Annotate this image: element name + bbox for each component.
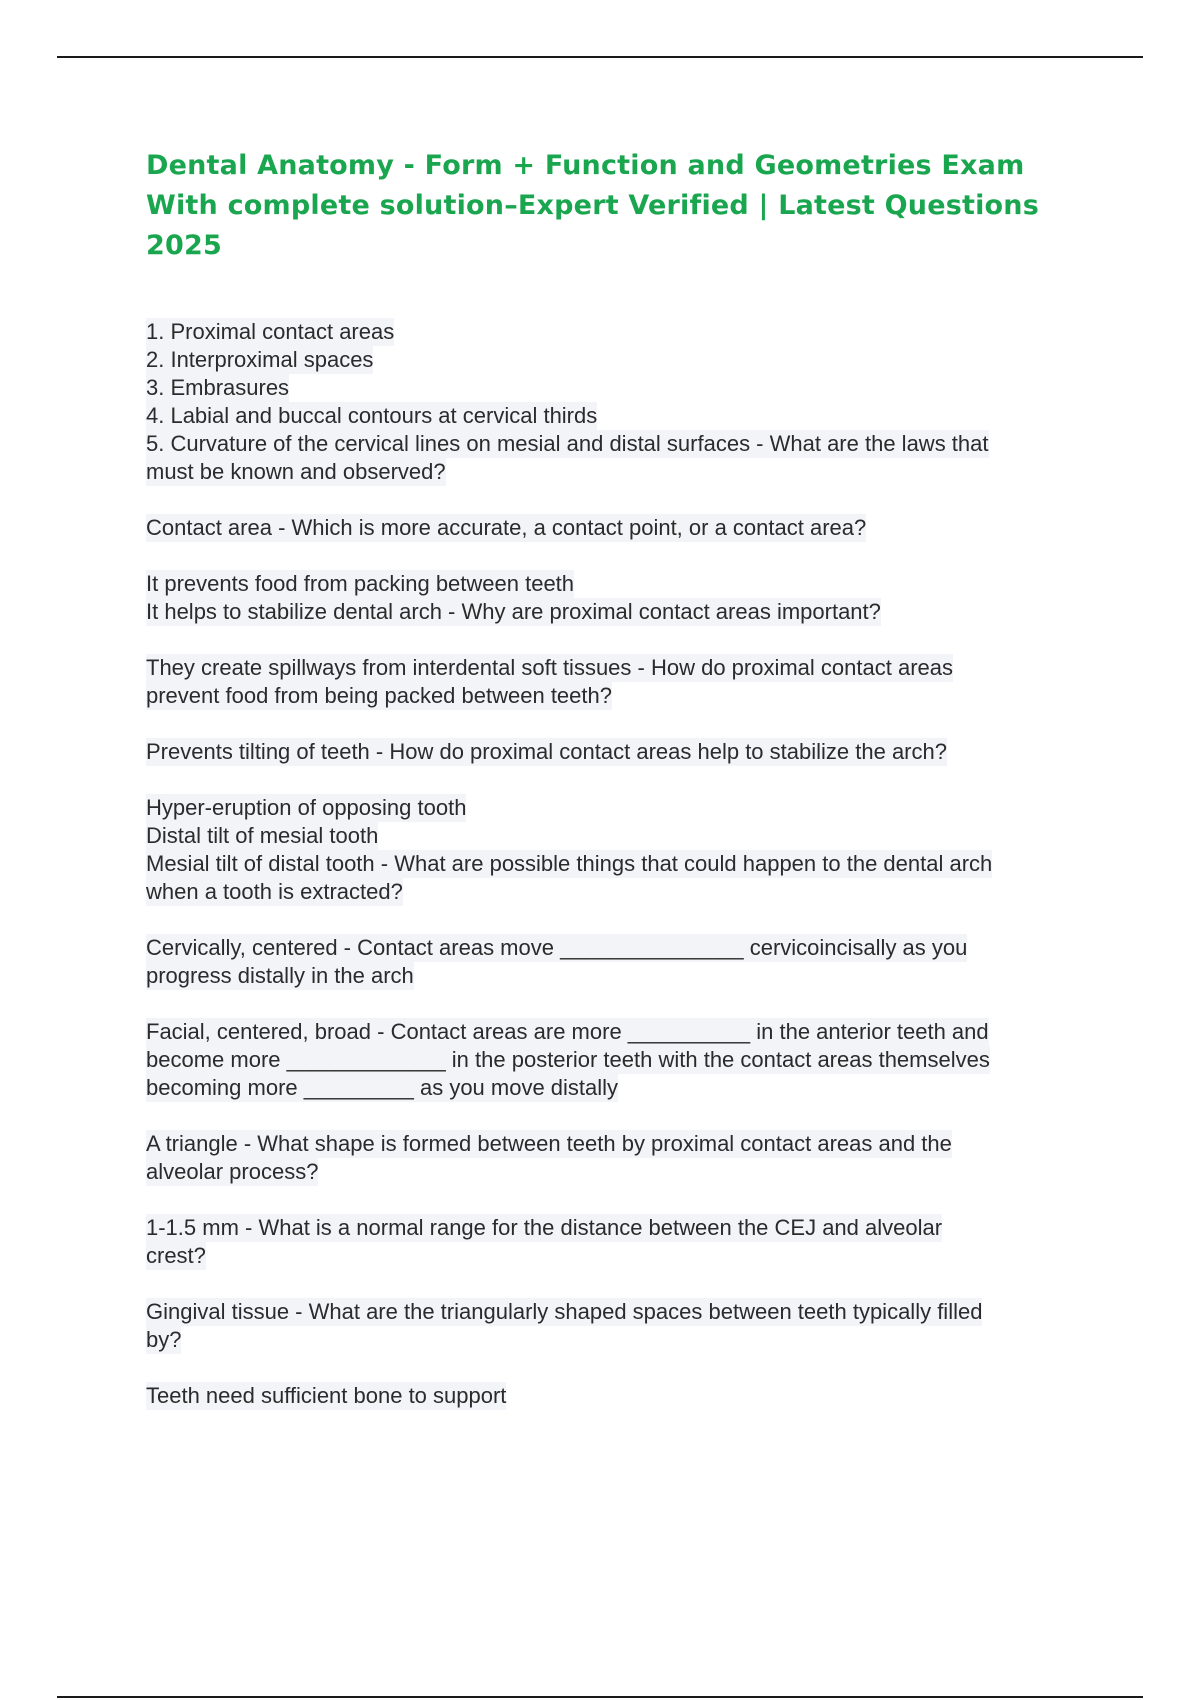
- qa-block: [146, 318, 1086, 486]
- header-rule: [57, 56, 1143, 58]
- qa-block: [146, 654, 1086, 710]
- qa-block: [146, 1214, 1086, 1270]
- qa-line: It helps to stabilize dental arch - Why are proximal contact areas important?: [146, 599, 881, 624]
- qa-block: [146, 934, 1086, 990]
- qa-line: A triangle - What shape is formed between teeth by proximal contact areas and the: [146, 1131, 952, 1156]
- qa-line: 1. Proximal contact areas: [146, 319, 395, 344]
- qa-list: [146, 318, 1086, 1410]
- qa-block: [146, 514, 1086, 542]
- qa-line: 1-1.5 mm - What is a normal range for the distance between the CEJ and alveolar: [146, 1215, 943, 1240]
- document-content: [146, 146, 1086, 1438]
- qa-line: crest?: [146, 1243, 206, 1268]
- qa-line: 4. Labial and buccal contours at cervical thirds: [146, 403, 598, 428]
- qa-block: [146, 570, 1086, 626]
- qa-line: Contact area - Which is more accurate, a contact point, or a contact area?: [146, 515, 867, 540]
- qa-line: It prevents food from packing between teeth: [146, 571, 575, 596]
- qa-line: becoming more _________ as you move distally: [146, 1075, 619, 1100]
- qa-line: prevent food from being packed between teeth?: [146, 683, 612, 708]
- qa-line: alveolar process?: [146, 1159, 319, 1184]
- qa-line: become more _____________ in the posterior teeth with the contact areas themselves: [146, 1047, 990, 1072]
- qa-block: [146, 1382, 1086, 1410]
- qa-line: Gingival tissue - What are the triangularly shaped spaces between teeth typically filled: [146, 1299, 983, 1324]
- qa-line: when a tooth is extracted?: [146, 879, 403, 904]
- qa-line: Facial, centered, broad - Contact areas are more __________ in the anterior teeth and: [146, 1019, 989, 1044]
- qa-line: Mesial tilt of distal tooth - What are possible things that could happen to the dental arch: [146, 851, 993, 876]
- qa-line: 2. Interproximal spaces: [146, 347, 374, 372]
- qa-line: must be known and observed?: [146, 459, 446, 484]
- qa-block: [146, 794, 1086, 906]
- qa-line: progress distally in the arch: [146, 963, 414, 988]
- qa-line: Cervically, centered - Contact areas move _______________ cervicoincisally as you: [146, 935, 968, 960]
- qa-line: Teeth need sufficient bone to support: [146, 1383, 507, 1408]
- qa-line: They create spillways from interdental soft tissues - How do proximal contact areas: [146, 655, 953, 680]
- qa-block: [146, 1130, 1086, 1186]
- qa-line: Hyper-eruption of opposing tooth: [146, 795, 467, 820]
- qa-block: [146, 1018, 1086, 1102]
- footer-rule: [57, 1696, 1143, 1698]
- qa-line: 5. Curvature of the cervical lines on mesial and distal surfaces - What are the laws that: [146, 431, 989, 456]
- qa-block: [146, 1298, 1086, 1354]
- qa-block: [146, 738, 1086, 766]
- document-title: Dental Anatomy - Form + Function and Geometries Exam With complete solution–Expert Verified | Latest Questions 2025: [146, 150, 1039, 261]
- qa-line: Distal tilt of mesial tooth: [146, 823, 379, 848]
- qa-line: by?: [146, 1327, 182, 1352]
- qa-line: Prevents tilting of teeth - How do proximal contact areas help to stabilize the arch?: [146, 739, 947, 764]
- qa-line: 3. Embrasures: [146, 375, 290, 400]
